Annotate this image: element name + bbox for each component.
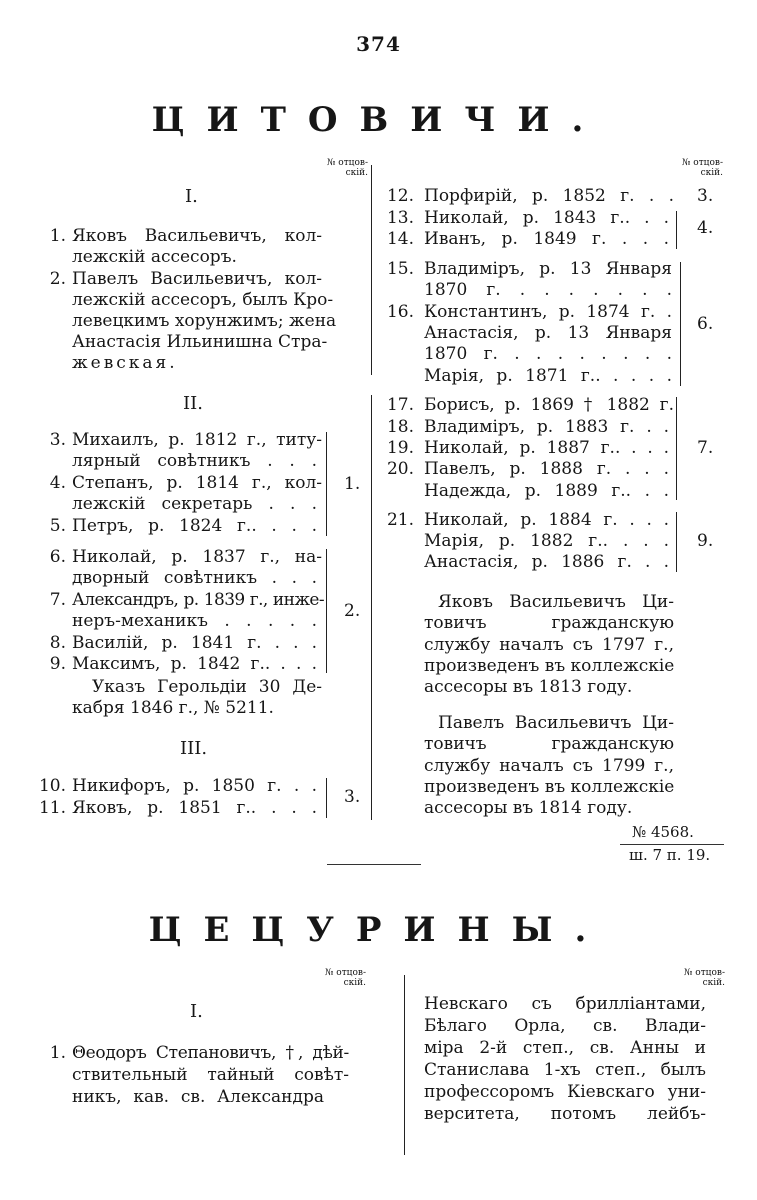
column-header-left: № отцов- скій.: [324, 968, 366, 988]
service-paragraph: [424, 734, 674, 755]
entry-line: верситета, потомъ лейбъ-: [424, 1104, 706, 1124]
entry-text: [424, 229, 669, 250]
entry-line: Никифоръ, р. 1850 г. . .: [72, 776, 317, 796]
service-paragraph: [424, 635, 674, 656]
entry-line: міра 2-й степ., св. Анны и: [424, 1038, 706, 1058]
entry-line: дворный совѣтникъ . . .: [72, 568, 317, 588]
section-title-tsetsuriny: ЦЕЦУРИНЫ.: [148, 910, 609, 950]
entry-number: 6.: [49, 547, 66, 567]
entry-line: лярный совѣтникъ . . .: [72, 451, 317, 471]
entry-text: [424, 395, 674, 416]
entry-line: Николай, р. 1837 г., на-: [72, 547, 322, 567]
entry-line: Владиміръ, р. 13 Января: [424, 259, 672, 279]
entry-text: [72, 590, 324, 611]
entry-text: [72, 430, 322, 451]
entry-line: Михаилъ, р. 1812 г., титу-: [72, 430, 322, 450]
paragraph-line: товичъ гражданскую: [424, 613, 674, 633]
page-number: 374: [356, 32, 401, 56]
entry-line: Анастасія, р. 13 Января: [424, 323, 672, 343]
entry-number: 10.: [38, 776, 66, 796]
entry-line: неръ-механикъ . . . . .: [72, 611, 317, 631]
entry-text: [72, 633, 317, 654]
entry-line: профессоромъ Кіевскаго уни-: [424, 1082, 706, 1102]
entry-text: [72, 269, 322, 290]
archive-reference: № 4568.: [632, 823, 694, 841]
entry-line: Николай, р. 1884 г. . . .: [424, 510, 669, 530]
entry-line: 1870 г. . . . . . . .: [424, 280, 672, 300]
entry-text: [424, 417, 669, 438]
paragraph-line: произведенъ въ коллежскіе: [424, 777, 675, 797]
entry-text: [424, 481, 669, 502]
entry-number: 16.: [386, 302, 414, 322]
entry-text: [424, 459, 669, 480]
entry-number: 12.: [386, 186, 414, 206]
entry-line: лежскій секретарь . . .: [72, 494, 317, 514]
entry-line: Петръ, р. 1824 г.. . . .: [72, 516, 317, 536]
group-bracket: [322, 549, 327, 673]
entry-line: лежскій ассесоръ.: [72, 247, 237, 267]
entry-text: [72, 1087, 324, 1108]
entry-line: Анастасія, р. 1886 г. . .: [424, 552, 669, 572]
entry-text: [424, 344, 672, 365]
service-paragraph: [424, 656, 674, 677]
entry-text: [424, 438, 669, 459]
column-divider: [404, 975, 405, 1155]
service-paragraph: [424, 777, 674, 798]
entry-line: Марія, р. 1882 г.. . . .: [424, 531, 669, 551]
entry-text: [72, 311, 337, 332]
entry-text: [72, 568, 317, 589]
entry-text: [72, 494, 317, 515]
entry-text: [72, 473, 322, 494]
decree-line: Указъ Герольдіи 30 Де-: [92, 677, 322, 697]
entry-line: Бѣлаго Орла, св. Влади-: [424, 1016, 706, 1036]
entry-line: Павелъ Васильевичъ, кол-: [72, 269, 322, 289]
entry-line: лежскій ассесоръ, былъ Кро-: [72, 290, 334, 310]
entry-line: Владиміръ, р. 1883 г. . .: [424, 417, 669, 437]
entry-continuation: [424, 1038, 706, 1059]
entry-text: [424, 552, 669, 573]
paternal-number: 6.: [697, 314, 714, 334]
entry-line: Яковъ, р. 1851 г.. . . .: [72, 798, 317, 818]
entry-line: Иванъ, р. 1849 г. . . .: [424, 229, 669, 249]
entry-line: Александръ, р. 1839 г., инже-: [72, 590, 324, 610]
paternal-number: 3.: [344, 787, 361, 807]
entry-number: 18.: [386, 417, 414, 437]
entry-line: Марія, р. 1871 г.. . . . .: [424, 366, 672, 386]
group-bracket: [322, 432, 327, 536]
entry-number: 4.: [49, 473, 66, 493]
section-title-tsitovichi: ЦИТОВИЧИ.: [151, 100, 606, 140]
entry-text: [424, 208, 669, 229]
entry-number: 1.: [49, 1043, 66, 1063]
entry-text: [424, 366, 672, 387]
entry-continuation: [424, 1104, 706, 1125]
entry-line: ствительный тайный совѣт-: [72, 1065, 349, 1085]
entry-line: Степанъ, р. 1814 г., кол-: [72, 473, 322, 493]
entry-text: [424, 280, 672, 301]
column-divider: [371, 395, 372, 820]
entry-line: Порфирій, р. 1852 г. . .: [424, 186, 674, 206]
column-header-right: № отцов- скій.: [681, 158, 723, 178]
entry-text: [72, 776, 317, 797]
service-paragraph: [424, 756, 674, 777]
column-header-left: № отцов- скій.: [326, 158, 368, 178]
entry-number: 7.: [49, 590, 66, 610]
entry-number: 1.: [49, 226, 66, 246]
entry-number: 19.: [386, 438, 414, 458]
entry-text: [72, 516, 317, 537]
decree-text: [92, 677, 322, 698]
group-bracket: [672, 211, 677, 249]
entry-text: [72, 798, 317, 819]
entry-text: [424, 259, 672, 280]
entry-line: Максимъ, р. 1842 г.. . . .: [72, 654, 317, 674]
entry-continuation: [424, 1082, 706, 1103]
paternal-number: 1.: [344, 474, 361, 494]
entry-continuation: [424, 994, 706, 1015]
entry-number: 14.: [386, 229, 414, 249]
paragraph-line: Павелъ Васильевичъ Ци-: [438, 713, 674, 733]
generation-heading: II.: [183, 393, 203, 414]
paragraph-line: товичъ гражданскую: [424, 734, 674, 754]
entry-number: 5.: [49, 516, 66, 536]
entry-number: 8.: [49, 633, 66, 653]
paternal-number: 3.: [697, 186, 714, 206]
archive-shelf: ш. 7 п. 19.: [629, 846, 711, 864]
entry-text: [72, 451, 317, 472]
group-bracket: [672, 512, 677, 572]
entry-number: 21.: [386, 510, 414, 530]
entry-line: Борисъ, р. 1869 † 1882 г.: [424, 395, 674, 415]
entry-number: 20.: [386, 459, 414, 479]
entry-line: Николай, р. 1887 г.. . . .: [424, 438, 669, 458]
entry-text: [424, 302, 672, 323]
section-divider: [327, 864, 421, 865]
entry-text: [72, 547, 322, 568]
entry-number: 11.: [38, 798, 66, 818]
service-paragraph: [438, 713, 674, 734]
entry-text: [72, 290, 334, 311]
entry-line: 1870 г. . . . . . . . .: [424, 344, 672, 364]
paternal-number: 4.: [697, 218, 714, 238]
entry-line: Павелъ, р. 1888 г. . . .: [424, 459, 669, 479]
generation-heading: I.: [185, 186, 198, 207]
entry-text: [72, 1043, 349, 1064]
entry-text: [72, 226, 322, 247]
group-bracket: [672, 397, 677, 500]
entry-text: [72, 611, 317, 632]
paragraph-line: ассесоры въ 1813 году.: [424, 677, 633, 697]
paragraph-line: службу началъ съ 1799 г.,: [424, 756, 674, 776]
entry-line: жевская.: [72, 353, 178, 373]
entry-number: 2.: [49, 269, 66, 289]
entry-line: Анастасія Ильинишна Стра-: [72, 332, 328, 352]
generation-heading: I.: [190, 1001, 203, 1022]
paternal-number: 7.: [697, 438, 714, 458]
paragraph-line: ассесоры въ 1814 году.: [424, 798, 633, 818]
entry-line: Θеодоръ Степановичъ, †, дѣй-: [72, 1043, 349, 1063]
paragraph-line: произведенъ въ коллежскіе: [424, 656, 675, 676]
decree-line: кабря 1846 г., № 5211.: [72, 698, 274, 718]
entry-text: [72, 1065, 349, 1086]
entry-line: левецкимъ хорунжимъ; жена: [72, 311, 337, 331]
entry-line: Яковъ Васильевичъ, кол-: [72, 226, 322, 246]
entry-line: Василій, р. 1841 г. . . .: [72, 633, 317, 653]
entry-number: 17.: [386, 395, 414, 415]
service-paragraph: [438, 592, 674, 613]
entry-line: Константинъ, р. 1874 г. .: [424, 302, 672, 322]
entry-line: Станислава 1-хъ степ., былъ: [424, 1060, 706, 1080]
generation-heading: III.: [180, 738, 208, 759]
entry-text: [424, 510, 669, 531]
column-header-right: № отцов- скій.: [683, 968, 725, 988]
entry-number: 9.: [49, 654, 66, 674]
paragraph-line: службу началъ съ 1797 г.,: [424, 635, 674, 655]
entry-text: [72, 654, 317, 675]
entry-number: 15.: [386, 259, 414, 279]
entry-line: никъ, кав. св. Александра: [72, 1087, 324, 1107]
entry-text: [72, 332, 328, 353]
column-divider: [371, 165, 372, 375]
group-bracket: [676, 262, 681, 386]
group-bracket: [322, 778, 327, 818]
service-paragraph: [424, 613, 674, 634]
entry-line: Невскаго съ бриллiантами,: [424, 994, 706, 1014]
paternal-number: 9.: [697, 531, 714, 551]
entry-number: 13.: [386, 208, 414, 228]
entry-line: Надежда, р. 1889 г.. . .: [424, 481, 669, 501]
entry-number: 3.: [49, 430, 66, 450]
entry-text: [424, 186, 674, 207]
paragraph-line: Яковъ Васильевичъ Ци-: [438, 592, 674, 612]
entry-continuation: [424, 1016, 706, 1037]
entry-continuation: [424, 1060, 706, 1081]
entry-text: [424, 323, 672, 344]
entry-line: Николай, р. 1843 г.. . .: [424, 208, 669, 228]
paternal-number: 2.: [344, 601, 361, 621]
entry-text: [424, 531, 669, 552]
